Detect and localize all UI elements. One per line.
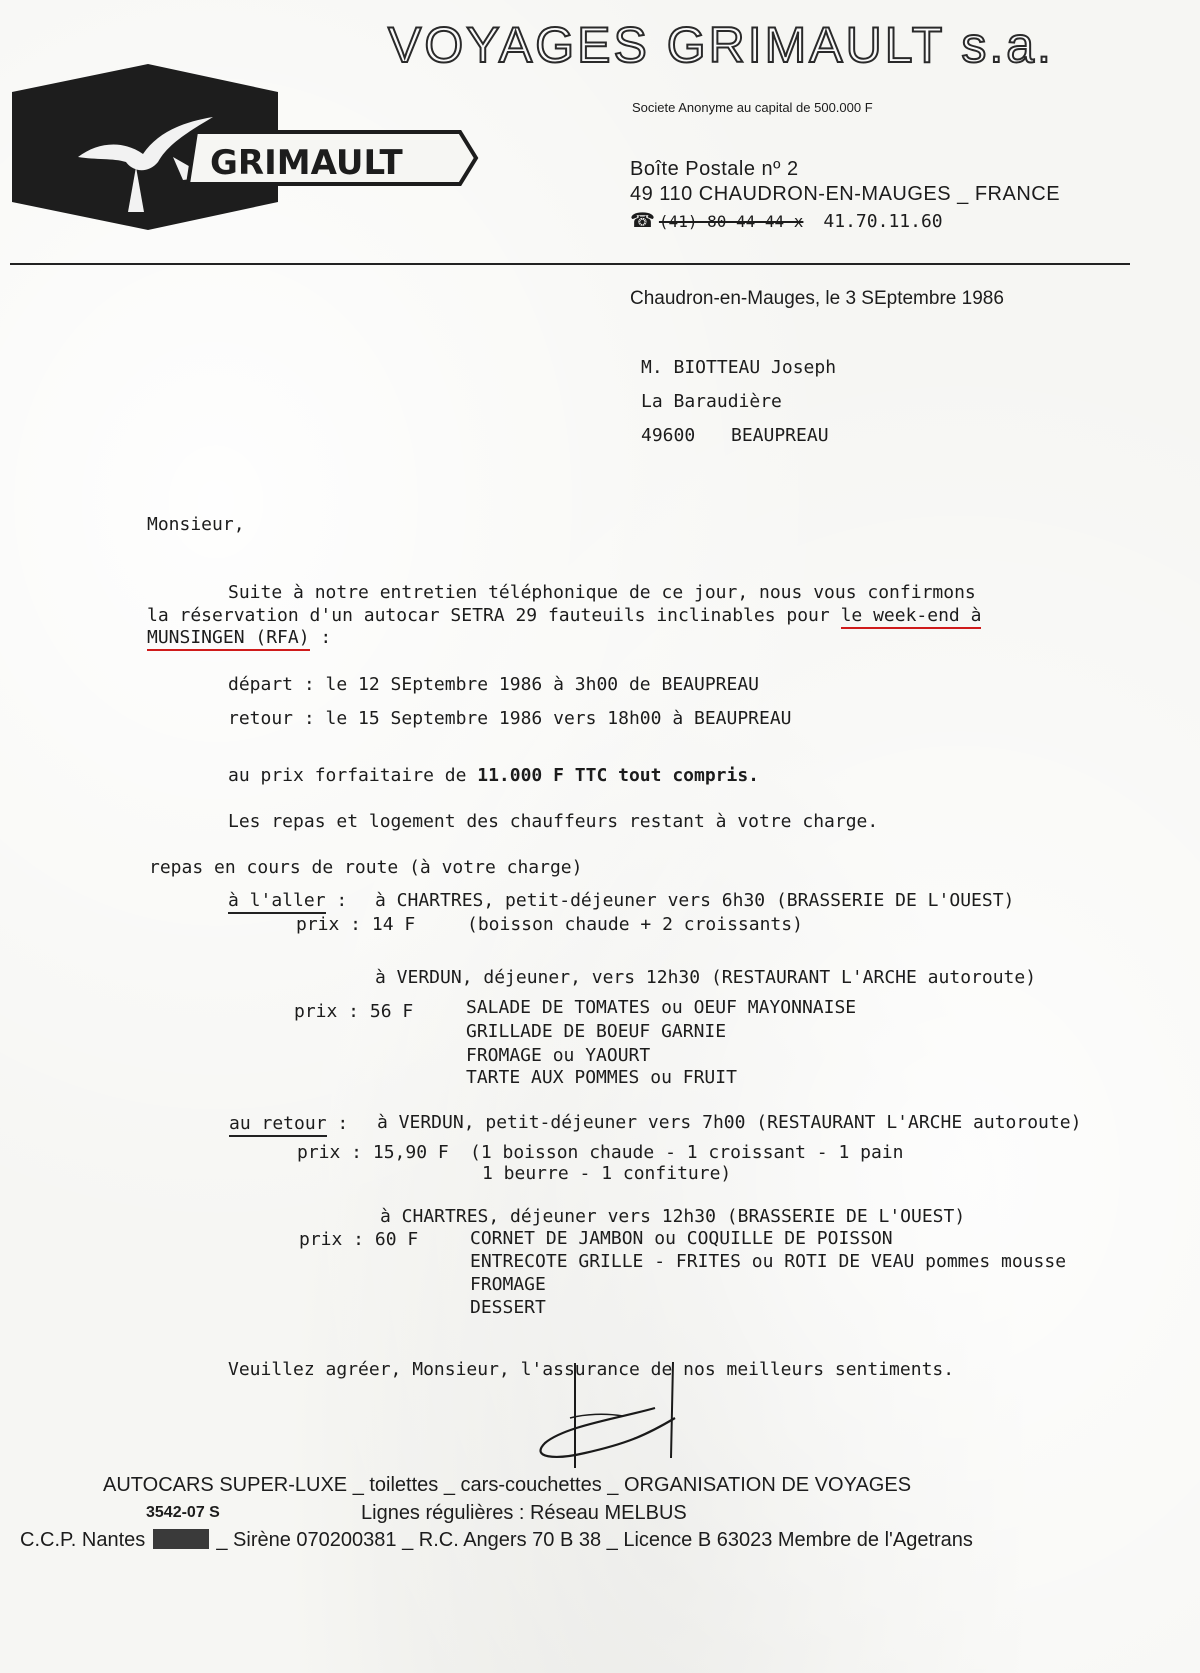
return-breakfast-price: prix : 15,90 F — [297, 1142, 449, 1163]
drivers-line: Les repas et logement des chauffeurs restant à votre charge. — [228, 811, 879, 832]
outbound-breakfast: à CHARTRES, petit-déjeuner vers 6h30 (BRASSERIE DE L'OUEST) — [375, 890, 1015, 911]
outbound-breakfast-desc: (boisson chaude + 2 croissants) — [467, 914, 803, 935]
intro-colon: : — [309, 627, 332, 648]
return-breakfast-desc-2: 1 beurre - 1 confiture) — [482, 1163, 732, 1184]
footer-code: 3542-07 S — [146, 1504, 220, 1521]
recipient-postcode: 49600 — [641, 425, 696, 446]
footer-line-3 — [20, 1529, 973, 1552]
recipient-city: BEAUPREAU — [731, 425, 829, 446]
phone-icon: ☎ — [630, 210, 655, 232]
return-lunch-menu-1: CORNET DE JAMBON ou COQUILLE DE POISSON — [470, 1228, 893, 1249]
signature — [525, 1348, 715, 1478]
return-label-text: au retour — [229, 1113, 327, 1137]
departure-line: départ : le 12 SEptembre 1986 à 3h00 de BEAUPREAU — [228, 674, 760, 695]
footer-line-2: Lignes régulières : Réseau MELBUS — [361, 1502, 687, 1524]
outbound-lunch-menu-4: TARTE AUX POMMES ou FRUIT — [466, 1067, 737, 1088]
capital-line: Societe Anonyme au capital de 500.000 F — [632, 100, 873, 115]
price-line — [228, 765, 759, 786]
company-title: VOYAGES GRIMAULT s.a. — [388, 17, 1054, 73]
price-text: au prix forfaitaire de — [228, 765, 478, 786]
return-breakfast-desc-1: (1 boisson chaude - 1 croissant - 1 pain — [470, 1142, 904, 1163]
closing-line: Veuillez agréer, Monsieur, l'assurance de nos meilleurs sentiments. — [228, 1359, 955, 1380]
letter-date: Chaudron-en-Mauges, le 3 SEptembre 1986 — [630, 288, 1004, 309]
outbound-colon: : — [325, 890, 348, 911]
recipient-street: La Baraudière — [641, 391, 782, 412]
outbound-lunch-menu-1: SALADE DE TOMATES ou OEUF MAYONNAISE — [466, 997, 857, 1018]
return-lunch-menu-4: DESSERT — [470, 1297, 546, 1318]
price-amount: 11.000 F TTC — [477, 765, 608, 786]
header-divider — [10, 263, 1130, 265]
intro-line-1: Suite à notre entretien téléphonique de ce jour, nous vous confirmons — [228, 582, 976, 603]
highlight-weekend: le week-end à — [841, 605, 982, 629]
redaction-stamp — [153, 1529, 209, 1549]
grimault-logo — [8, 62, 508, 232]
phone-old: (41) 80 44 44 x — [658, 212, 804, 231]
intro-line-2 — [147, 605, 981, 626]
intro-text: la réservation d'un autocar SETRA 29 fauteuils inclinables pour — [147, 605, 841, 626]
highlight-destination: MUNSINGEN (RFA) — [147, 627, 310, 651]
return-lunch-price: prix : 60 F — [299, 1229, 419, 1250]
logo-text: GRIMAULT — [210, 143, 403, 183]
return-label — [229, 1113, 348, 1134]
outbound-label-text: à l'aller — [228, 890, 326, 914]
footer-ccp: C.C.P. Nantes — [20, 1529, 146, 1551]
return-breakfast: à VERDUN, petit-déjeuner vers 7h00 (RESTAURANT L'ARCHE autoroute) — [377, 1112, 1082, 1133]
outbound-lunch-menu-2: GRILLADE DE BOEUF GARNIE — [466, 1021, 727, 1042]
price-all-in: tout compris. — [607, 765, 760, 786]
phone-line — [630, 208, 943, 233]
city-line: 49 110 CHAUDRON-EN-MAUGES _ FRANCE — [630, 183, 1061, 205]
outbound-breakfast-price: prix : 14 F — [296, 914, 416, 935]
outbound-lunch-menu-3: FROMAGE ou YAOURT — [466, 1045, 651, 1066]
return-line: retour : le 15 Septembre 1986 vers 18h00 à BEAUPREAU — [228, 708, 792, 729]
intro-line-3 — [147, 627, 331, 648]
recipient-name: M. BIOTTEAU Joseph — [641, 357, 837, 378]
meals-title: repas en cours de route (à votre charge) — [149, 857, 583, 878]
footer-registry: _ Sirène 070200381 _ R.C. Angers 70 B 38 _ Licence B 63023 Membre de l'Agetrans — [216, 1529, 973, 1551]
outbound-lunch: à VERDUN, déjeuner, vers 12h30 (RESTAURANT L'ARCHE autoroute) — [375, 967, 1037, 988]
salutation: Monsieur, — [147, 514, 245, 535]
phone-number: 41.70.11.60 — [823, 211, 943, 232]
return-lunch-menu-3: FROMAGE — [470, 1274, 546, 1295]
footer-line-1: AUTOCARS SUPER-LUXE _ toilettes _ cars-couchettes _ ORGANISATION DE VOYAGES — [103, 1474, 912, 1496]
outbound-label — [228, 890, 347, 911]
outbound-lunch-price: prix : 56 F — [294, 1001, 414, 1022]
return-lunch-menu-2: ENTRECOTE GRILLE - FRITES ou ROTI DE VEAU pommes mousse — [470, 1251, 1067, 1272]
return-lunch: à CHARTRES, déjeuner vers 12h30 (BRASSERIE DE L'OUEST) — [380, 1206, 966, 1227]
return-colon: : — [326, 1113, 349, 1134]
po-box: Boîte Postale nº 2 — [630, 158, 799, 180]
